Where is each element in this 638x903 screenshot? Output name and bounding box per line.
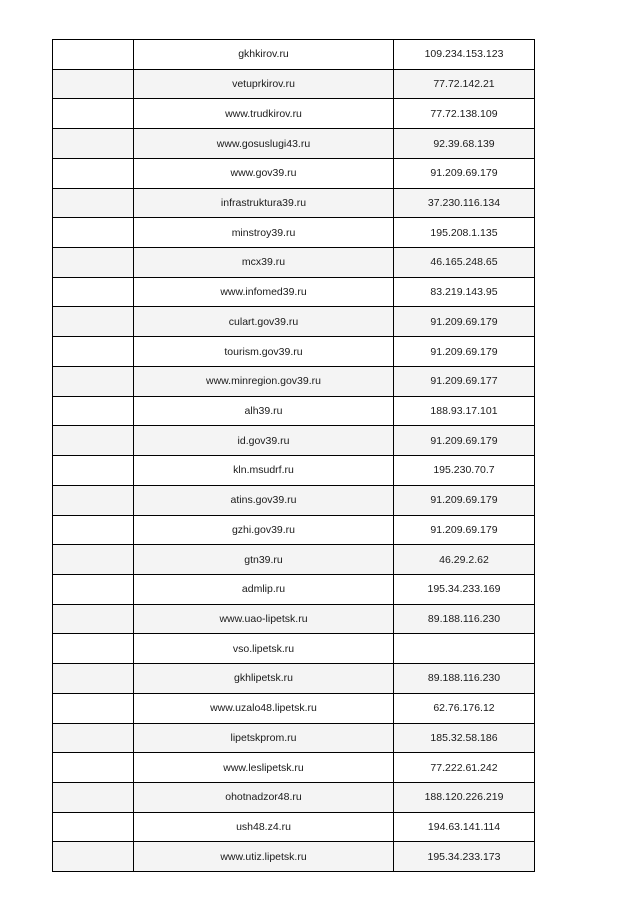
table-row [53,545,535,575]
ip-cell: 91.209.69.177 [394,366,535,396]
ip-cell: 91.209.69.179 [394,515,535,545]
table-row [53,99,535,129]
ip-cell: 195.34.233.169 [394,574,535,604]
table-row [53,248,535,278]
empty-cell [53,723,134,753]
empty-cell [53,69,134,99]
site-cell: www.minregion.gov39.ru [134,366,394,396]
table-row [53,812,535,842]
ip-cell: 91.209.69.179 [394,426,535,456]
ip-cell: 195.34.233.173 [394,842,535,872]
table-row [53,485,535,515]
ip-cell: 37.230.116.134 [394,188,535,218]
table-row [53,40,535,70]
table-row [53,782,535,812]
ip-cell: 46.165.248.65 [394,248,535,278]
site-cell: kln.msudrf.ru [134,456,394,486]
ip-cell: 91.209.69.179 [394,337,535,367]
ip-cell [394,634,535,664]
empty-cell [53,456,134,486]
table-row [53,218,535,248]
table-body [53,40,535,872]
table-row [53,634,535,664]
site-cell: vetuprkirov.ru [134,69,394,99]
empty-cell [53,753,134,783]
site-cell: www.gosuslugi43.ru [134,129,394,159]
empty-cell [53,277,134,307]
empty-cell [53,99,134,129]
ip-cell: 91.209.69.179 [394,158,535,188]
ip-cell: 89.188.116.230 [394,664,535,694]
empty-cell [53,664,134,694]
site-cell: www.gov39.ru [134,158,394,188]
site-cell: www.leslipetsk.ru [134,753,394,783]
empty-cell [53,248,134,278]
ip-cell: 195.230.70.7 [394,456,535,486]
site-cell: gkhkirov.ru [134,40,394,70]
empty-cell [53,426,134,456]
table-row [53,664,535,694]
empty-cell [53,812,134,842]
empty-cell [53,40,134,70]
site-cell: atins.gov39.ru [134,485,394,515]
empty-cell [53,842,134,872]
table-row [53,366,535,396]
ip-cell: 62.76.176.12 [394,693,535,723]
empty-cell [53,485,134,515]
table-row [53,129,535,159]
site-cell: infrastruktura39.ru [134,188,394,218]
empty-cell [53,188,134,218]
ip-cell: 195.208.1.135 [394,218,535,248]
empty-cell [53,515,134,545]
table-row [53,396,535,426]
site-cell: vso.lipetsk.ru [134,634,394,664]
site-cell: admlip.ru [134,574,394,604]
site-cell: www.infomed39.ru [134,277,394,307]
site-cell: www.trudkirov.ru [134,99,394,129]
table-row [53,158,535,188]
ip-cell: 89.188.116.230 [394,604,535,634]
site-cell: tourism.gov39.ru [134,337,394,367]
empty-cell [53,337,134,367]
site-cell: alh39.ru [134,396,394,426]
table-row [53,515,535,545]
site-cell: minstroy39.ru [134,218,394,248]
empty-cell [53,396,134,426]
ip-cell: 109.234.153.123 [394,40,535,70]
empty-cell [53,158,134,188]
site-cell: gtn39.ru [134,545,394,575]
spreadsheet-page [52,48,534,863]
table-row [53,604,535,634]
ip-cell: 77.72.138.109 [394,99,535,129]
empty-cell [53,129,134,159]
empty-cell [53,574,134,604]
table-row [53,456,535,486]
empty-cell [53,693,134,723]
site-cell: www.utiz.lipetsk.ru [134,842,394,872]
ip-cell: 77.222.61.242 [394,753,535,783]
site-cell: lipetskprom.ru [134,723,394,753]
table-row [53,307,535,337]
table-row [53,753,535,783]
table-row [53,693,535,723]
empty-cell [53,218,134,248]
table-row [53,337,535,367]
site-cell: mcx39.ru [134,248,394,278]
ip-cell: 83.219.143.95 [394,277,535,307]
site-cell: ush48.z4.ru [134,812,394,842]
table-row [53,574,535,604]
site-cell: gzhi.gov39.ru [134,515,394,545]
empty-cell [53,307,134,337]
site-cell: www.uzalo48.lipetsk.ru [134,693,394,723]
site-cell: ohotnadzor48.ru [134,782,394,812]
empty-cell [53,604,134,634]
site-cell: id.gov39.ru [134,426,394,456]
site-cell: gkhlipetsk.ru [134,664,394,694]
table-row [53,69,535,99]
ip-cell: 91.209.69.179 [394,307,535,337]
ip-cell: 91.209.69.179 [394,485,535,515]
site-cell: www.uao-lipetsk.ru [134,604,394,634]
table-row [53,842,535,872]
table-row [53,277,535,307]
ip-cell: 46.29.2.62 [394,545,535,575]
site-ip-table [52,39,535,872]
ip-cell: 92.39.68.139 [394,129,535,159]
empty-cell [53,545,134,575]
empty-cell [53,634,134,664]
ip-cell: 77.72.142.21 [394,69,535,99]
site-cell: culart.gov39.ru [134,307,394,337]
ip-cell: 185.32.58.186 [394,723,535,753]
empty-cell [53,782,134,812]
ip-cell: 188.120.226.219 [394,782,535,812]
table-row [53,723,535,753]
table-row [53,426,535,456]
ip-cell: 194.63.141.114 [394,812,535,842]
ip-cell: 188.93.17.101 [394,396,535,426]
empty-cell [53,366,134,396]
table-row [53,188,535,218]
